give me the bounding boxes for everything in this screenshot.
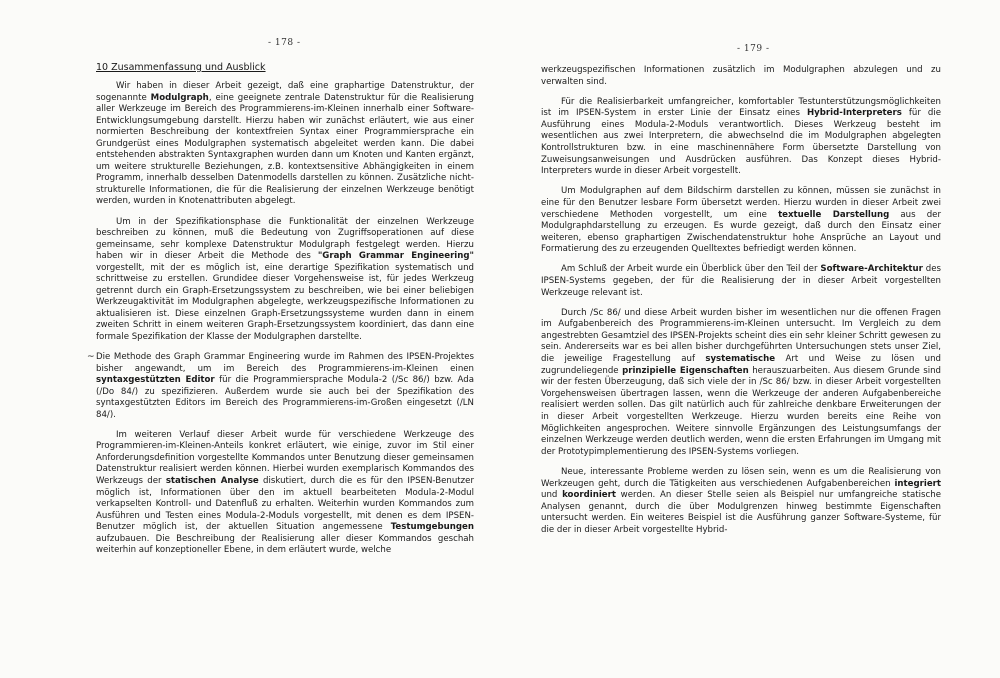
paragraph: [96, 81, 474, 208]
emphasis: Testumgebungen: [390, 522, 474, 533]
text-run: Im weiteren Verlauf dieser Arbeit wurde für verschiedene Werkzeuge des Programmieren-im-Kleinen-Anteils konkret erläutert, wie einige, zuvor im Stil einer Anforderungsdefinition vorgestellte Kommandos unter Benutzung dieser gemeinsamen Datenstruktur realisiert werden können. Hierbei wurden exemplarisch Kommandos des Werkzeugs der: [96, 429, 474, 486]
paragraph: [87, 352, 474, 421]
paragraph: [96, 217, 474, 344]
text-run: des IPSEN-Systems gegeben, der für die Realisierung der in dieser Arbeit vorgestellten Werkzeuge relevant ist.: [541, 264, 941, 298]
text-run: vorgestellt, mit der es möglich ist, eine derartige Spezifikation systematisch und schrittweise zu erstellen. Grundidee dieser Vorgehensweise ist, für jedes Werkzeug getrennt durch ein Graph-Ersetzungssystem zu beschreiben, wie bei einer beliebigen Werkzeugaktivität im Modulgraphen abgelegte, werkzeugspezifische Informationen zu aktualisieren ist. Diese einzelnen Graph-Ersetzungssysteme wurden dann in einem zweiten Schritt in einem weiteren Graph-Ersetzungssystem koordiniert, das dann eine formale Spezifikation der Klasse der Modulgraphen darstellte.: [96, 262, 474, 342]
text-run: Um Modulgraphen auf dem Bildschirm darstellen zu können, müssen sie zunächst in eine für den Benutzer lesbare Form übersetzt werden. Hierzu wurden in dieser Arbeit zwei verschiedene Methoden vorgestellt, um eine: [541, 186, 941, 220]
text-run: aus der Modulgraphdarstellung zu erzeugen. Es wurde gezeigt, daß durch den Einsatz einer weiteren, ebenso graphartigen Zwischendatenstruktur hohe Ansprüche an Layout und Formatierung des zu erzeugenden Quelltextes befriedigt werden können.: [541, 209, 941, 255]
text-run: Durch /Sc 86/ und diese Arbeit wurden bisher im wesentlichen nur die offenen Fragen im Aufgabenbereich des Programmierens-im-Kleinen untersucht. Im Vergleich zu dem angestrebten Gesamtziel des IPSEN-Projekts scheint dies ein sehr kleiner Schritt gewesen zu sein. Andererseits war es bei allen bisher durchgeführten Untersuchungen stets unser Ziel, die jeweilige Fragestellung auf: [541, 307, 941, 365]
left-body-text: [87, 81, 474, 565]
paragraph: [96, 430, 474, 557]
paragraph: werkzeugspezifischen Informationen zusätzlich im Modulgraphen abzulegen und zu verwalten sind.: [541, 65, 941, 87]
emphasis: Modulgraph: [150, 92, 209, 103]
text-run: für die Programmiersprache Modula-2 (/Sc 86/) bzw. Ada (/Do 84/) zu spezifizieren. Außerdem wurde sie auch bei der Spezifikation des syntaxgestützten Editors im Bereich des Programmierens-im-Großen eingesetzt (/LN 84/).: [96, 375, 474, 420]
text-run: Neue, interessante Probleme werden zu lösen sein, wenn es um die Realisierung von Werkzeugen geht, durch die Tätigkeiten aus verschiedenen Aufgabenbereichen: [541, 466, 941, 489]
right-body-text: [541, 65, 941, 545]
emphasis: integriert: [894, 478, 941, 489]
text-run: Am Schluß der Arbeit wurde ein Überblick über den Teil der: [561, 264, 821, 275]
text-run: für die Ausführung eines Modula-2-Moduls verantwortlich. Dieses Werkzeug besteht im wesentlichen aus zwei Interpretern, die abwechselnd die im Modulgraphen abgelegten Kontrollstrukturen bzw. in eine maschinennähere Form übersetzte Darstellung von Zuweisungsanweisungen und Ausdrücken ausführen. Das Konzept dieses Hybrid-Interpreters wurde in dieser Arbeit vorgestellt.: [541, 108, 941, 177]
emphasis: textuelle Darstellung: [778, 209, 890, 220]
page-number-left: - 178 -: [268, 38, 301, 48]
emphasis: syntaxgestützten Editor: [96, 375, 215, 386]
text-run: Um in der Spezifikationsphase die Funktionalität der einzelnen Werkzeuge beschreiben zu können, muß die Bedeutung von Zugriffsoperationen auf diese gemeinsame, sehr komplexe Datenstruktur Modulgraph festgelegt werden. Hierzu haben wir in dieser Arbeit die Methode des: [96, 216, 474, 262]
text-run: Für die Realisierbarkeit umfangreicher, komfortabler Testunterstützungsmöglichkeiten ist im IPSEN-System in erster Linie der Einsatz eines: [541, 96, 941, 119]
text-run: und: [541, 490, 563, 501]
emphasis: statischen Analyse: [165, 476, 259, 486]
paragraph: [541, 467, 941, 537]
margin-mark: ~: [87, 352, 95, 363]
text-run: werden. An dieser Stelle seien als Beispiel nur umfangreiche statische Analysen genannt, durch die über Modulgrenzen hinweg bestimmte Eigenschaften untersucht werden. Ein weiteres Beispiel ist die Ausführung ganzer Software-Systeme, für die der in dieser Arbeit vorgestellte Hybrid-: [541, 490, 941, 535]
text-run: herauszuarbeiten. Aus diesem Grunde sind wir der festen Überzeugung, daß sich viele der in /Sc 86/ bzw. in dieser Arbeit vorgestellten Vorgehensweisen übertragen lassen, wenn die Werkzeuge der anderen Aufgabenbereiche realisiert werden sollen. Das gilt natürlich auch für zahlreiche denkbare Erweiterungen der in dieser Arbeit vorgestellten Werkzeuge. Hierzu wurden bereits eine Reihe von Möglichkeiten angesprochen. Weitere sinnvolle Ergänzungen des Leistungsumfangs der einzelnen Werkzeuge werden deutlich werden, wenn die ersten Erfahrungen im Umgang mit der Prototypimplementierung des IPSEN-Systems vorliegen.: [541, 365, 942, 457]
text-run: diskutiert, durch die es für den IPSEN-Benutzer möglich ist, Informationen über den im aktuell bearbeiteten Modula-2-Modul verkapselten Kontroll- und Datenfluß zu erhalten. Weiterhin wurden Kommandos zum Ausführen und Testen eines Modula-2-Moduls vorgestellt, mit denen es dem IPSEN-Benutzer möglich ist, der aktuellen Situation angemessene: [96, 476, 474, 533]
page-number-right: - 179 -: [737, 44, 770, 54]
emphasis: Hybrid-Interpreters: [806, 108, 902, 119]
text-run: Die Methode des Graph Grammar Engineering wurde im Rahmen des IPSEN-Projektes bisher angewandt, um im Bereich des Programmierens-im-Kleinen einen: [96, 352, 474, 374]
paragraph: [541, 308, 941, 459]
text-run: Wir haben in dieser Arbeit gezeigt, daß eine graphartige Datenstruktur, der sogenannte: [96, 81, 474, 103]
section-heading: 10 Zusammenfassung und Ausblick: [96, 62, 266, 73]
right-page: [505, 0, 1000, 678]
text-run: Art und Weise zu lösen und zugrundeliegende: [541, 354, 941, 376]
paragraph: [541, 186, 941, 256]
paragraph: [541, 97, 941, 178]
emphasis: systematische: [705, 354, 776, 365]
emphasis: Software-Architektur: [820, 264, 923, 275]
paragraph: [541, 264, 941, 299]
text-run: aufzubauen. Die Beschreibung der Realisierung aller dieser Kommandos geschah weiterhin auf konzeptioneller Ebene, in dem erläutert wurde, welche: [96, 533, 474, 556]
emphasis: koordiniert: [562, 490, 616, 501]
emphasis: "Graph Grammar Engineering": [317, 251, 474, 262]
emphasis: prinzipielle Eigenschaften: [622, 365, 749, 376]
text-run: , eine geeignete zentrale Datenstruktur für die Realisierung aller Werkzeuge im Bereich des Programmierens-im-Kleinen innerhalb einer Software-Entwicklungsumgebung darstellt. Hierzu haben wir zunächst erläutert, wie aus einer normierten Beschreibung der kontextfreien Syntax einer Programmiersprache ein Grundgerüst eines Modulgraphen systematisch abgeleitet werden kann. Die dabei entstehenden abstrakten Syntaxgraphen wurden dann um Knoten und Kanten ergänzt, um weitere strukturelle Beziehungen, z.B. kontextsensitive Abhängigkeiten in einem Programm, innerhalb desselben Datenmodells darstellen zu können. Zusätzliche nicht-strukturelle Informationen, die für die Realisierung der einzelnen Werkzeuge benötigt werden, wurden in Knotenattributen abgelegt.: [96, 92, 474, 207]
